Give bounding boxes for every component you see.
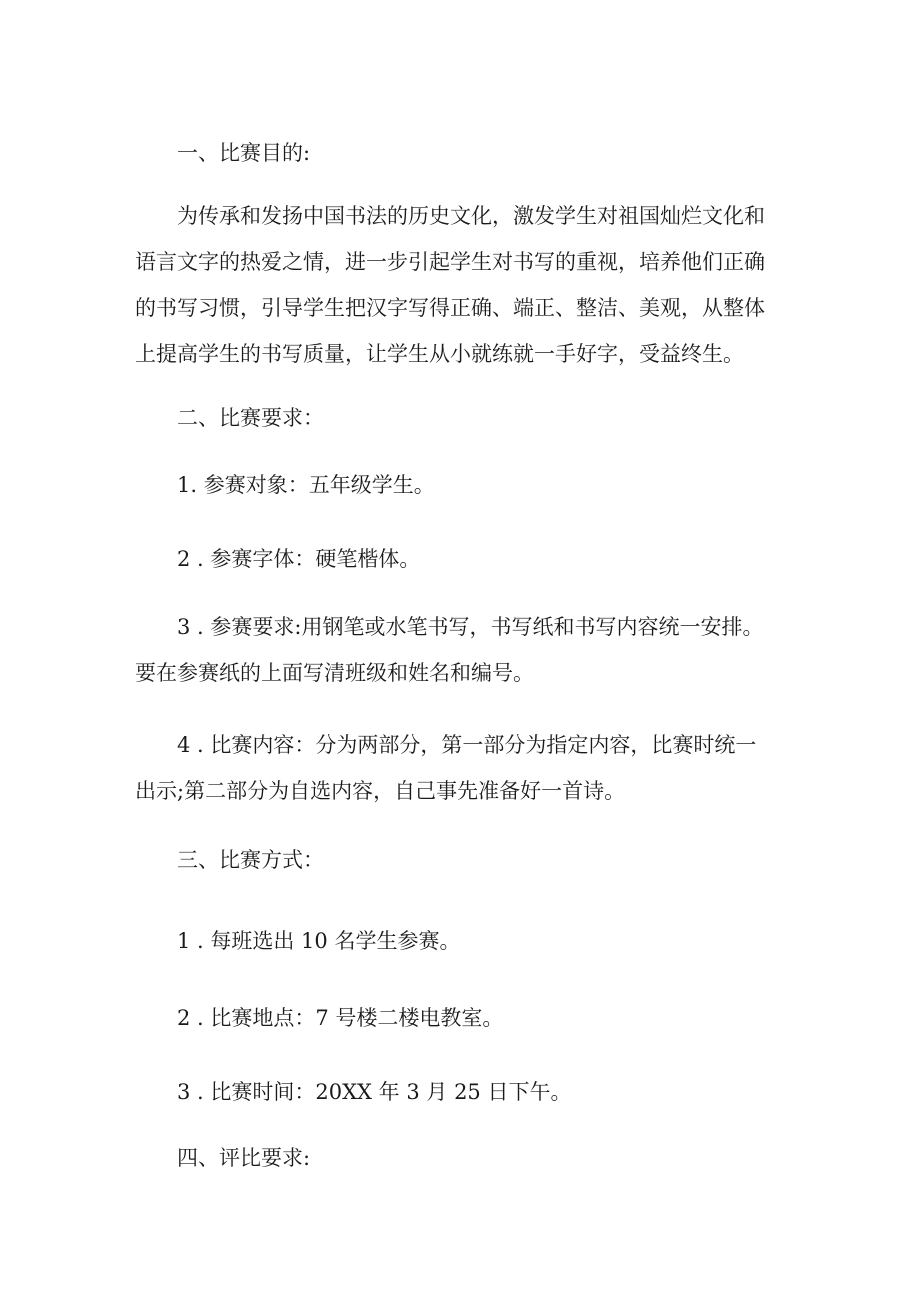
section-3-item-3: 3 . 比赛时间：20XX 年 3 月 25 日下午。 (177, 1080, 572, 1104)
section-1-heading: 一、比赛目的: (177, 141, 311, 165)
section-2-item-3: 3 . 参赛要求:用钢笔或水笔书写，书写纸和书写内容统一安排。要在参赛纸的上面写清班级和姓名和编号。 (135, 615, 764, 685)
section-2-heading: 二、比赛要求： (177, 406, 324, 430)
section-2-item-1: 1. 参赛对象：五年级学生。 (177, 473, 435, 497)
section-1-body: 为传承和发扬中国书法的历史文化，激发学生对祖国灿烂文化和语言文字的热爱之情，进一步引起学生对书写的重视，培养他们正确的书写习惯，引导学生把汉字写得正确、端正、整洁、美观，从整体上提高学生的书写质量，让学生从小就练就一手好字，受益终生。 (135, 204, 765, 366)
section-3-heading: 三、比赛方式： (177, 848, 324, 872)
section-2-item-4: 4 . 比赛内容：分为两部分，第一部分为指定内容，比赛时统一出示;第二部分为自选内容，自己事先准备好一首诗。 (135, 733, 757, 803)
section-3-item-1: 1 . 每班选出 10 名学生参赛。 (177, 929, 461, 953)
section-4-heading: 四、评比要求: (177, 1146, 311, 1170)
section-3-item-2: 2 . 比赛地点：7 号楼二楼电教室。 (177, 1006, 504, 1030)
section-2-item-2: 2 . 参赛字体：硬笔楷体。 (177, 547, 421, 571)
